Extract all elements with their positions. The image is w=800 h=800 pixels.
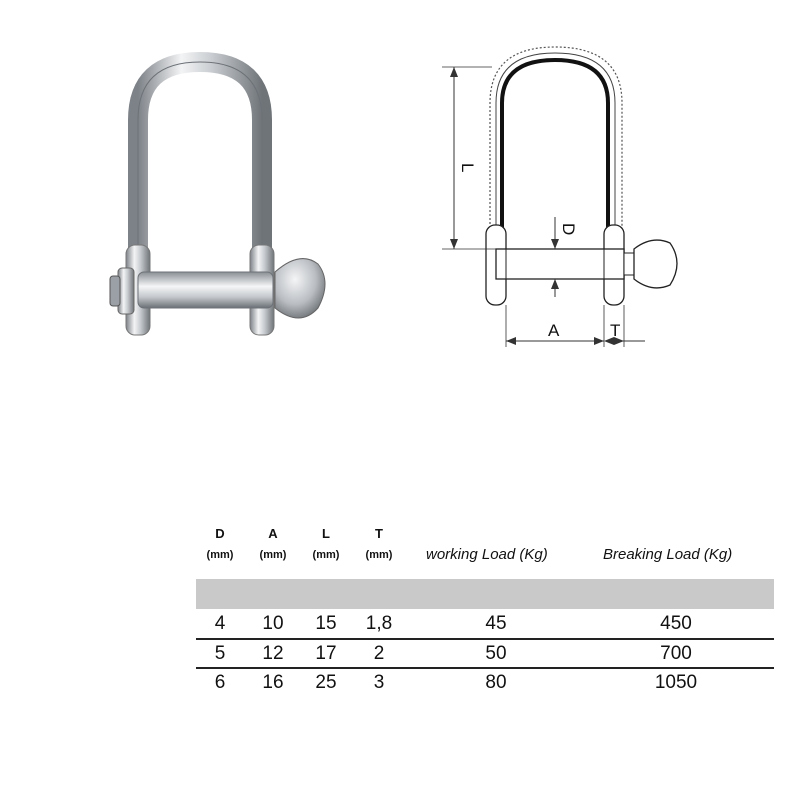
label-d: D (559, 223, 578, 236)
label-l: L (458, 163, 477, 173)
shackle-bow (138, 62, 262, 260)
label-t: T (610, 321, 621, 340)
technical-drawing (430, 35, 710, 355)
shackle-photo (100, 50, 370, 370)
table-row: 6 16 25 3 80 1050 (214, 672, 698, 693)
header-breaking-load: Breaking Load (Kg) (603, 546, 733, 563)
header-a: A (mm) (259, 526, 287, 561)
shackle-illustration (100, 50, 370, 370)
shackle-pin (138, 272, 273, 308)
header-working-load: working Load (Kg) (426, 546, 548, 563)
shackle-knob (275, 259, 325, 318)
header-d: D (mm) (206, 526, 234, 561)
label-a: A (548, 321, 560, 340)
header-band (196, 579, 774, 609)
header-l: L (mm) (312, 526, 340, 561)
drawing-knob (634, 240, 677, 288)
drawing-svg (430, 35, 710, 355)
drawing-pin (496, 249, 624, 279)
header-t: T (mm) (365, 526, 393, 561)
table-row: 4 10 15 1,8 45 450 (214, 613, 692, 634)
table-row: 5 12 17 2 50 700 (214, 643, 692, 664)
